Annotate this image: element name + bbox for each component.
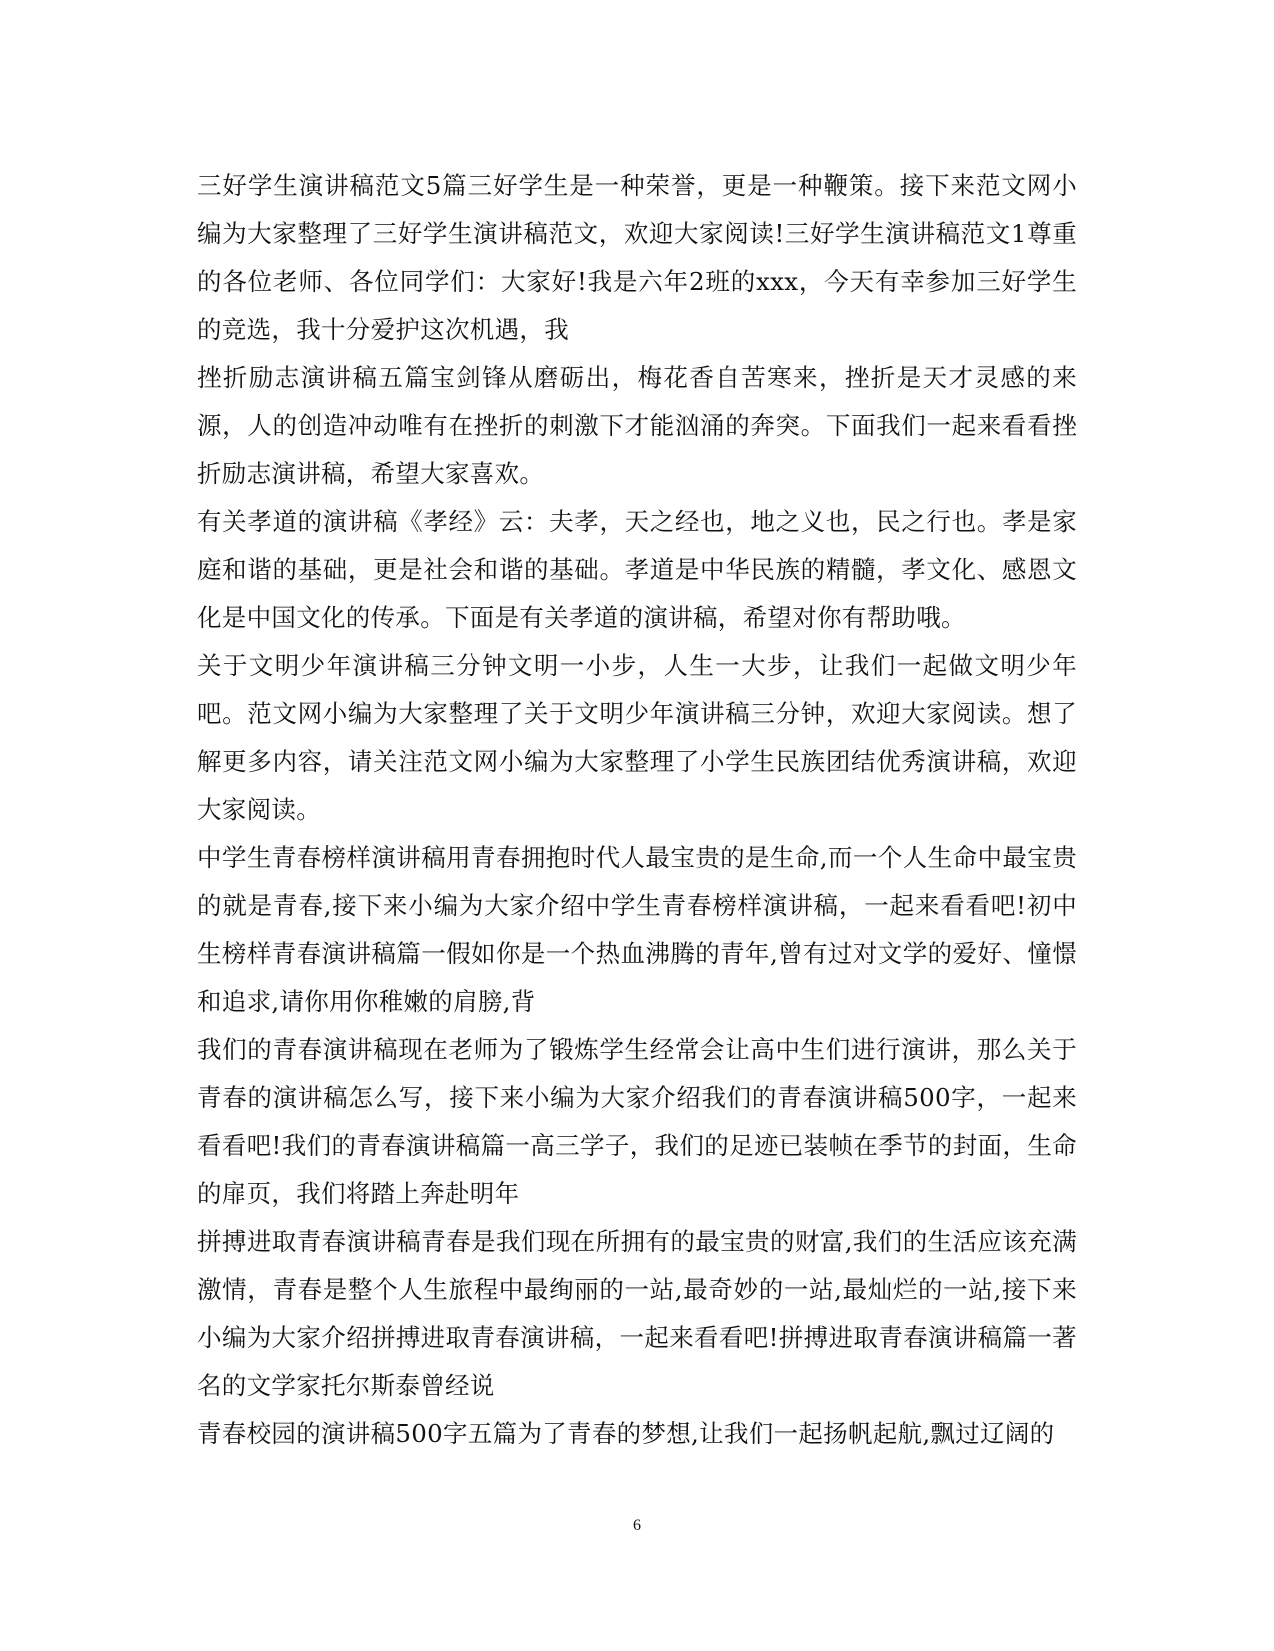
paragraph-2: 挫折励志演讲稿五篇宝剑锋从磨砺出，梅花香自苦寒来，挫折是天才灵感的来源，人的创造冲动唯有在挫折的刺激下才能汹涌的奔突。下面我们一起来看看挫折励志演讲稿，希望大家喜欢。	[197, 363, 1077, 488]
paragraph-4: 关于文明少年演讲稿三分钟文明一小步，人生一大步，让我们一起做文明少年吧。范文网小编为大家整理了关于文明少年演讲稿三分钟，欢迎大家阅读。想了解更多内容，请关注范文网小编为大家整理了小学生民族团结优秀演讲稿，欢迎大家阅读。	[197, 651, 1077, 824]
paragraph-8: 青春校园的演讲稿500字五篇为了青春的梦想,让我们一起扬帆起航,飘过辽阔的	[197, 1419, 1055, 1448]
page-number: 6	[633, 1517, 641, 1534]
paragraph-3: 有关孝道的演讲稿《孝经》云：夫孝，天之经也，地之义也，民之行也。孝是家庭和谐的基础，更是社会和谐的基础。孝道是中华民族的精髓，孝文化、感恩文化是中国文化的传承。下面是有关孝道的演讲稿，希望对你有帮助哦。	[197, 507, 1077, 632]
paragraph-1: 三好学生演讲稿范文5篇三好学生是一种荣誉，更是一种鞭策。接下来范文网小编为大家整理了三好学生演讲稿范文，欢迎大家阅读!三好学生演讲稿范文1尊重的各位老师、各位同学们：大家好!我是六年2班的xxx，今天有幸参加三好学生的竞选，我十分爱护这次机遇，我	[197, 171, 1077, 344]
paragraph-5: 中学生青春榜样演讲稿用青春拥抱时代人最宝贵的是生命,而一个人生命中最宝贵的就是青春,接下来小编为大家介绍中学生青春榜样演讲稿，一起来看看吧!初中生榜样青春演讲稿篇一假如你是一个热血沸腾的青年,曾有过对文学的爱好、憧憬和追求,请你用你稚嫩的肩膀,背	[197, 843, 1077, 1016]
document-body	[197, 162, 1077, 1458]
paragraph-7: 拼搏进取青春演讲稿青春是我们现在所拥有的最宝贵的财富,我们的生活应该充满激情，青春是整个人生旅程中最绚丽的一站,最奇妙的一站,最灿烂的一站,接下来小编为大家介绍拼搏进取青春演讲稿，一起来看看吧!拼搏进取青春演讲稿篇一著 名的文学家托尔斯泰曾经说	[197, 1227, 1077, 1400]
paragraph-6: 我们的青春演讲稿现在老师为了锻炼学生经常会让高中生们进行演讲，那么关于青春的演讲稿怎么写，接下来小编为大家介绍我们的青春演讲稿500字，一起来看看吧!我们的青春演讲稿篇一高三学子，我们的足迹已装帧在季节的封面，生命的扉页，我们将踏上奔赴明年	[197, 1035, 1077, 1208]
